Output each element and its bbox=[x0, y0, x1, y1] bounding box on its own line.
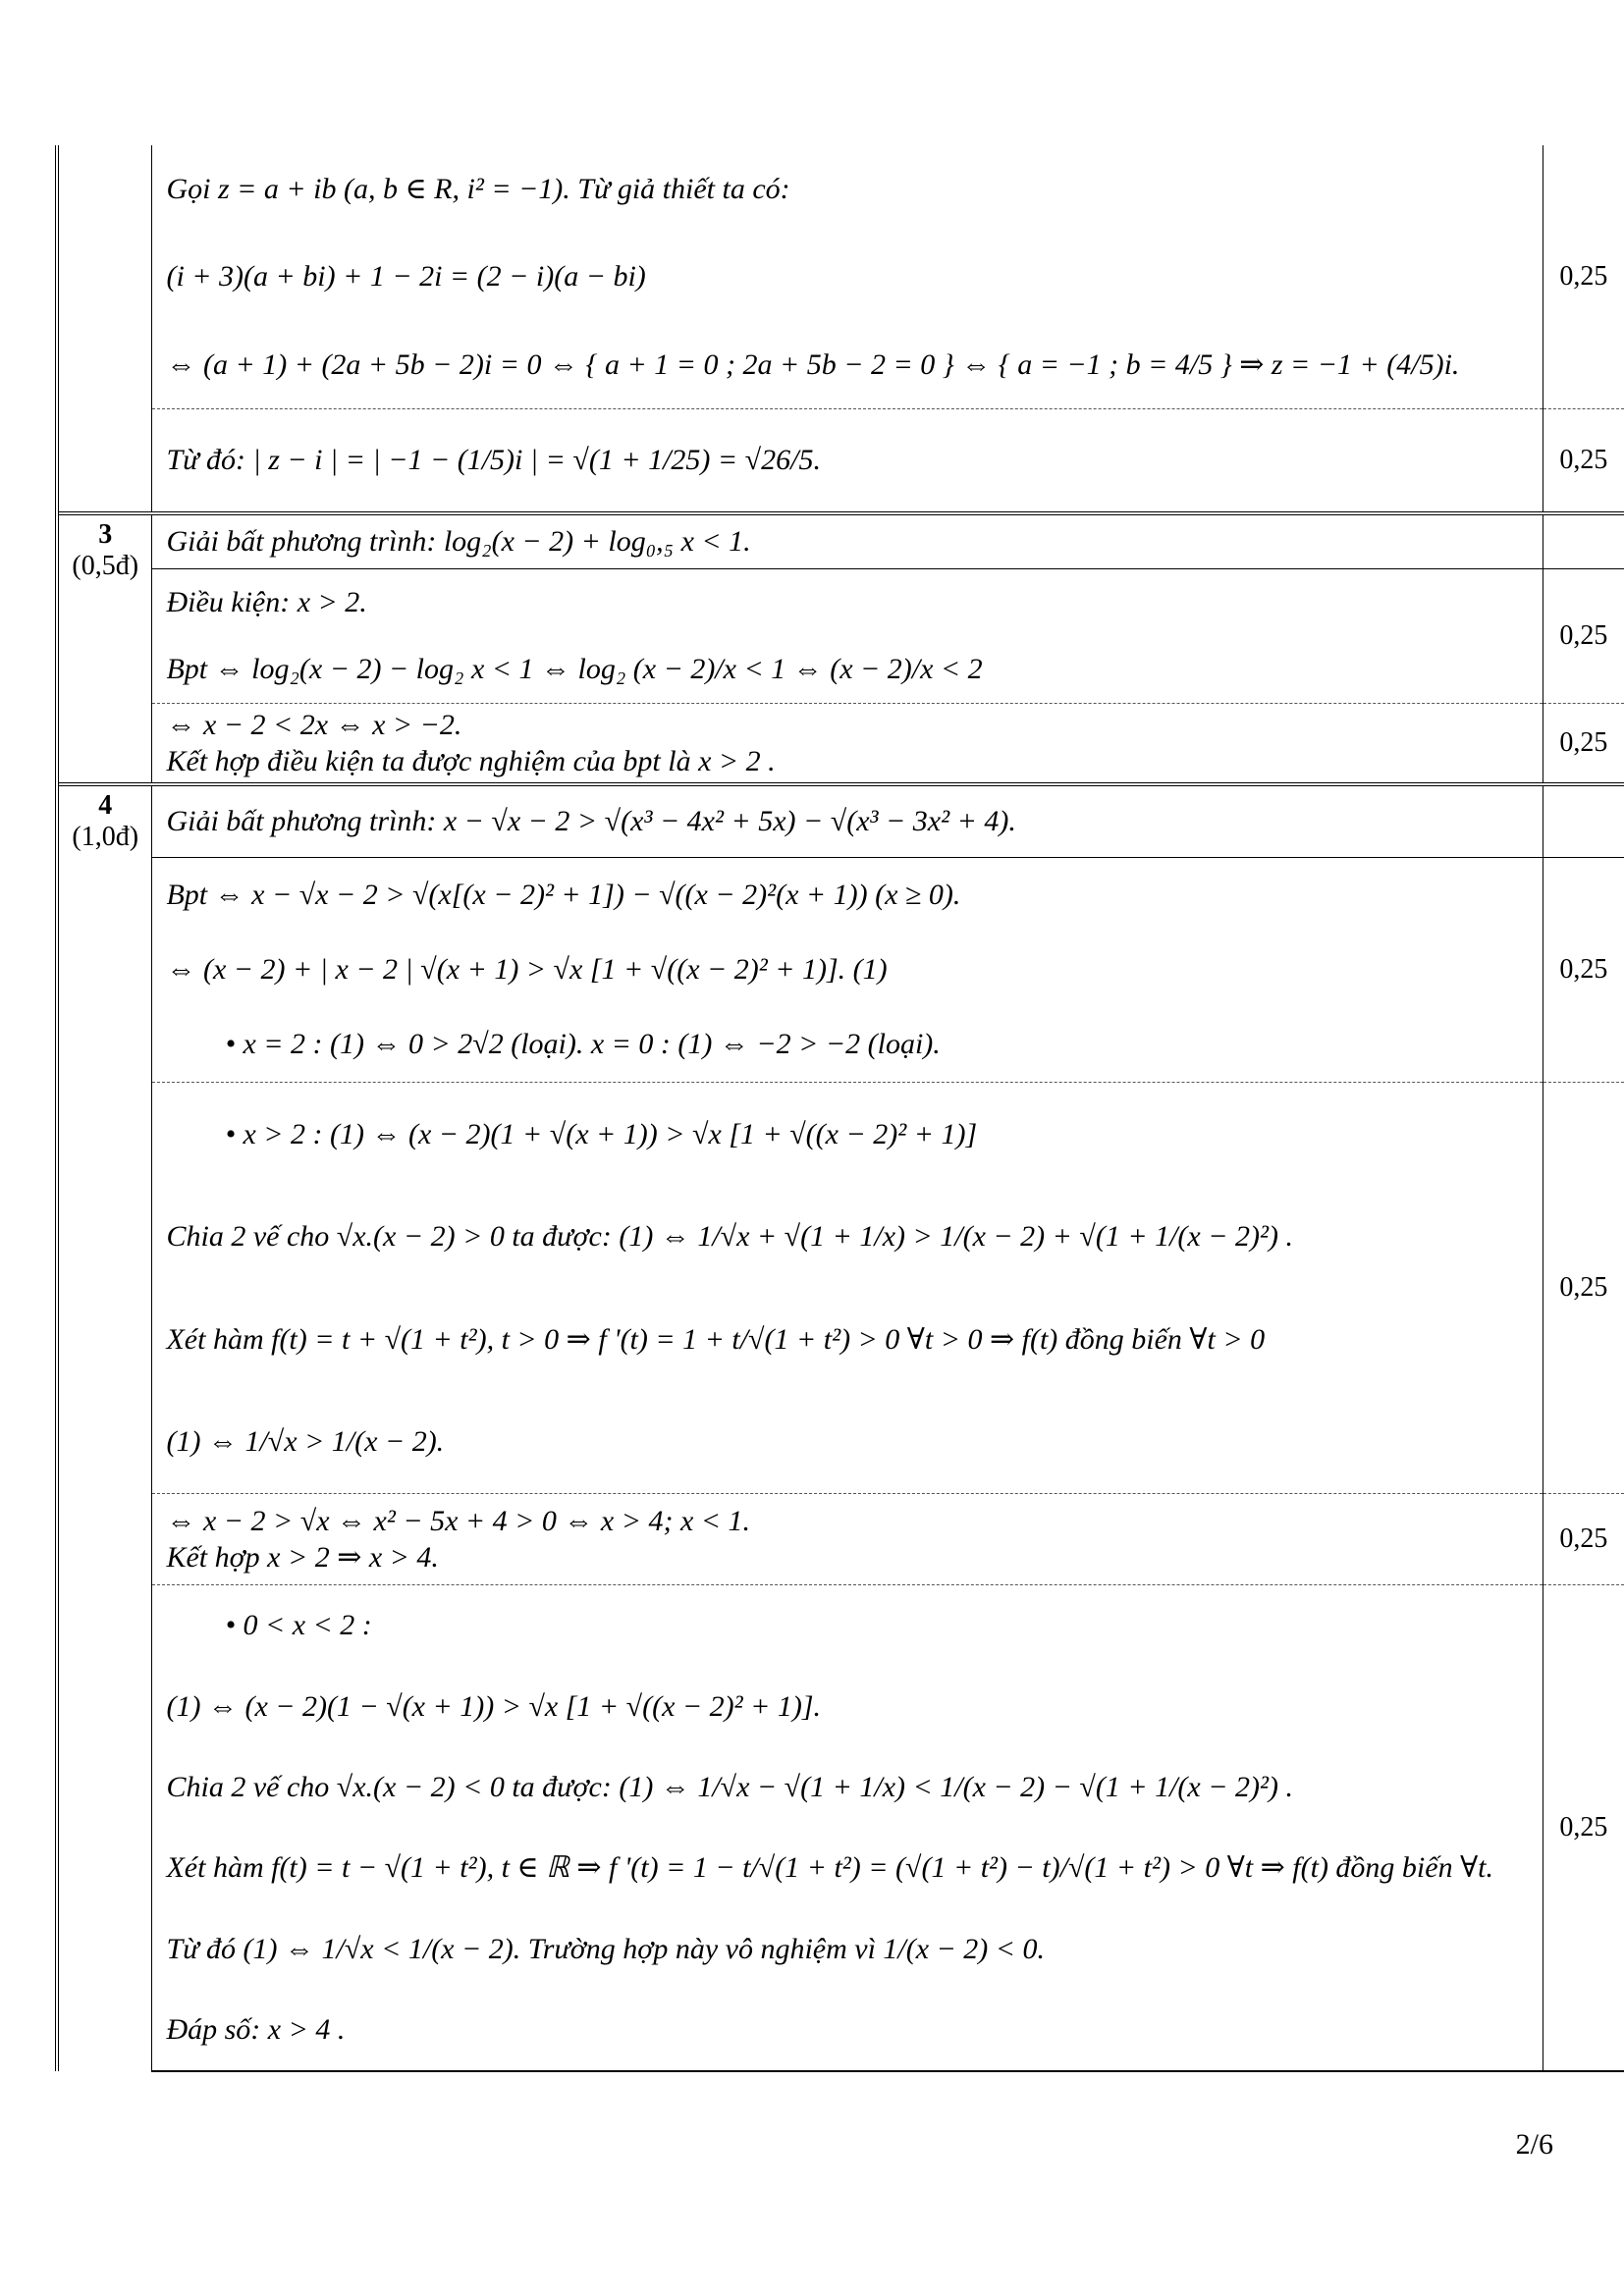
table-row bbox=[57, 1083, 1624, 1494]
solution-line: Chia 2 vế cho √x.(x − 2) < 0 ta được: (1) ⇔ 1/√x − √(1 + 1/x) < 1/(x − 2) − √(1 + 1/(x − 2)²) . bbox=[166, 1771, 1293, 1804]
question-points: (0,5đ) bbox=[72, 551, 139, 581]
solution-line: Từ đó: | z − i | = | −1 − (1/5)i | = √(1 + 1/25) = √26/5. bbox=[166, 444, 821, 477]
solution-line: ⇔ (a + 1) + (2a + 5b − 2)i = 0 ⇔ { a + 1 = 0 ; 2a + 5b − 2 = 0 } ⇔ { a = −1 ; b = 4/5 } ⇒ z = −1 + (4/5)i. bbox=[166, 347, 1460, 381]
table-row bbox=[57, 513, 1624, 569]
solution-cell bbox=[152, 1494, 1543, 1585]
question-title: Giải bất phương trình: log₂(x − 2) + log₀,₅ x < 1. bbox=[166, 525, 751, 559]
score-value: 0,25 bbox=[1559, 1272, 1608, 1303]
table-row bbox=[57, 784, 1624, 858]
solution-answer: Đáp số: x > 4 . bbox=[166, 2013, 346, 2047]
table-row bbox=[57, 145, 1624, 409]
score-cell bbox=[1543, 1083, 1624, 1494]
solution-line: (1) ⇔ 1/√x > 1/(x − 2). bbox=[166, 1425, 445, 1458]
score-value: 0,25 bbox=[1559, 445, 1608, 475]
solution-line: Bpt ⇔ log₂(x − 2) − log₂ x < 1 ⇔ log₂ (x − 2)/x < 1 ⇔ (x − 2)/x < 2 bbox=[166, 653, 983, 686]
solution-line: Kết hợp x > 2 ⇒ x > 4. bbox=[166, 1541, 439, 1574]
solution-line: Xét hàm f(t) = t − √(1 + t²), t ∈ ℝ ⇒ f '(t) = 1 − t/√(1 + t²) = (√(1 + t²) − t)/√(1 + t²) > 0 ∀t ⇒ f(t) đồng biến ∀t. bbox=[166, 1851, 1494, 1885]
question-title-cell bbox=[152, 784, 1543, 858]
question-number-cell bbox=[57, 513, 152, 784]
solution-line: ⇔ x − 2 < 2x ⇔ x > −2. bbox=[166, 708, 462, 741]
score-cell bbox=[1543, 409, 1624, 514]
question-number: 3 bbox=[98, 519, 113, 550]
page-number: 2/6 bbox=[1515, 2128, 1553, 2161]
solution-cell bbox=[152, 569, 1543, 704]
solution-cell bbox=[152, 858, 1543, 1083]
solution-line: ⇔ x − 2 > √x ⇔ x² − 5x + 4 > 0 ⇔ x > 4; x < 1. bbox=[166, 1504, 751, 1537]
solution-cell bbox=[152, 409, 1543, 514]
solution-cell bbox=[152, 145, 1543, 409]
question-points: (1,0đ) bbox=[72, 822, 139, 852]
solution-line: Điều kiện: x > 2. bbox=[166, 586, 367, 619]
question-title-cell bbox=[152, 513, 1543, 569]
score-cell bbox=[1543, 1585, 1624, 2072]
question-number-cell bbox=[57, 784, 152, 2071]
table-row bbox=[57, 1494, 1624, 1585]
solution-line: ⇔ (x − 2) + | x − 2 | √(x + 1) > √x [1 + √((x − 2)² + 1)]. (1) bbox=[166, 953, 888, 987]
solution-bullet: • 0 < x < 2 : bbox=[225, 1609, 372, 1642]
solution-bullet: • x > 2 : (1) ⇔ (x − 2)(1 + √(x + 1)) > √x [1 + √((x − 2)² + 1)] bbox=[225, 1117, 978, 1150]
table-row bbox=[57, 704, 1624, 785]
score-cell bbox=[1543, 569, 1624, 704]
solution-line: (i + 3)(a + bi) + 1 − 2i = (2 − i)(a − bi) bbox=[166, 260, 646, 294]
score-cell bbox=[1543, 145, 1624, 409]
solution-line: Chia 2 vế cho √x.(x − 2) > 0 ta được: (1) ⇔ 1/√x + √(1 + 1/x) > 1/(x − 2) + √(1 + 1/(x − 2)²) . bbox=[166, 1220, 1293, 1253]
solution-line: Từ đó (1) ⇔ 1/√x < 1/(x − 2). Trường hợp này vô nghiệm vì 1/(x − 2) < 0. bbox=[166, 1932, 1046, 1965]
score-value: 0,25 bbox=[1559, 954, 1608, 985]
table-row bbox=[57, 858, 1624, 1083]
solution-bullet: • x = 2 : (1) ⇔ 0 > 2√2 (loại). x = 0 : (1) ⇔ −2 > −2 (loại). bbox=[225, 1028, 941, 1061]
table-row bbox=[57, 569, 1624, 704]
table-row bbox=[57, 1585, 1624, 2072]
score-value: 0,25 bbox=[1559, 261, 1608, 292]
solution-line: Bpt ⇔ x − √x − 2 > √(x[(x − 2)² + 1]) − √((x − 2)²(x + 1)) (x ≥ 0). bbox=[166, 879, 961, 912]
score-cell bbox=[1543, 704, 1624, 785]
answer-table bbox=[55, 145, 1624, 2072]
solution-cell bbox=[152, 704, 1543, 785]
solution-line: Kết hợp điều kiện ta được nghiệm của bpt là x > 2 . bbox=[166, 745, 776, 777]
score-value: 0,25 bbox=[1559, 727, 1608, 758]
solution-line: Gọi z = a + ib (a, b ∈ R, i² = −1). Từ giả thiết ta có: bbox=[166, 172, 790, 205]
solution-cell bbox=[152, 1585, 1543, 2072]
question-title: Giải bất phương trình: x − √x − 2 > √(x³ − 4x² + 5x) − √(x³ − 3x² + 4). bbox=[166, 805, 1016, 838]
solution-line: Xét hàm f(t) = t + √(1 + t²), t > 0 ⇒ f '(t) = 1 + t/√(1 + t²) > 0 ∀t > 0 ⇒ f(t) đồng biến ∀t > 0 bbox=[166, 1322, 1266, 1356]
score-value: 0,25 bbox=[1559, 1523, 1608, 1554]
table-row bbox=[57, 409, 1624, 514]
score-cell bbox=[1543, 1494, 1624, 1585]
score-value: 0,25 bbox=[1559, 1812, 1608, 1842]
score-value: 0,25 bbox=[1559, 620, 1608, 651]
score-cell bbox=[1543, 858, 1624, 1083]
question-number: 4 bbox=[98, 790, 113, 821]
solution-line: (1) ⇔ (x − 2)(1 − √(x + 1)) > √x [1 + √((x − 2)² + 1)]. bbox=[166, 1689, 822, 1723]
solution-cell bbox=[152, 1083, 1543, 1494]
